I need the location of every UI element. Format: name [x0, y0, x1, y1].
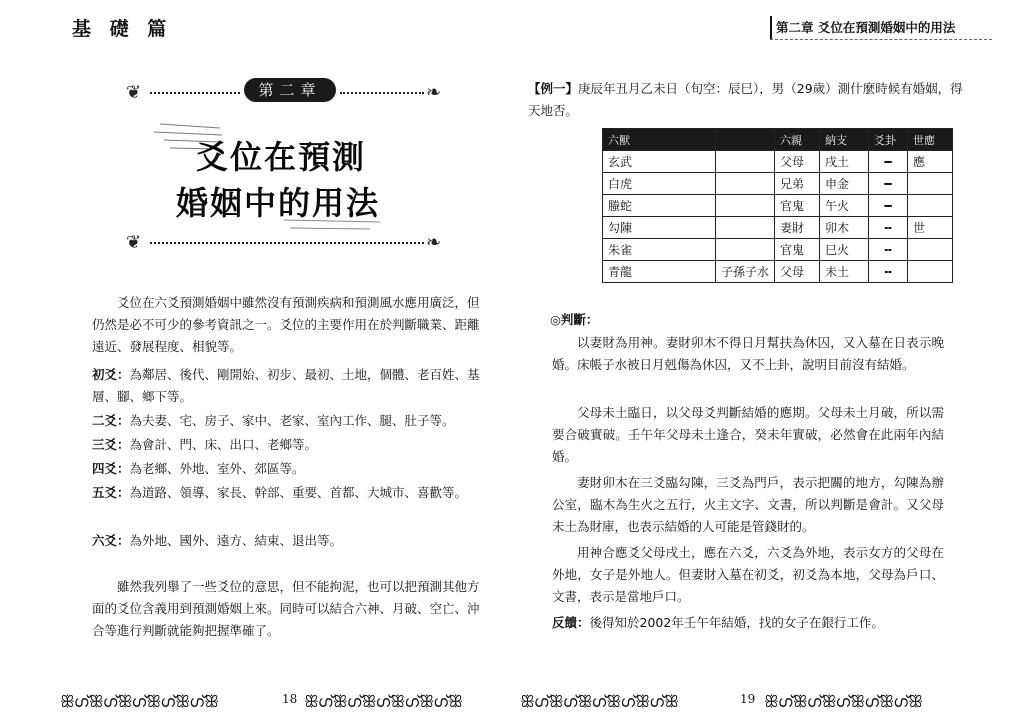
- table-cell: 兄弟: [775, 173, 820, 195]
- yao-term: 三爻：: [92, 437, 130, 452]
- table-cell: 巳火: [820, 239, 869, 261]
- table-cell: 青龍: [603, 261, 716, 283]
- footer-ornament: ꕥഗ്ꕥഗ്ꕥഗ്ꕥഗ്ꕥഗ്ꕥ: [304, 692, 463, 711]
- yao-term: 五爻：: [92, 485, 130, 500]
- table-cell: 官鬼: [775, 239, 820, 261]
- table-row: [603, 261, 953, 283]
- yao-text: 為會計、門、床、出口、老鄉等。: [129, 437, 318, 452]
- fleur-right-top-icon: ❧: [426, 82, 442, 103]
- table-cell: [716, 151, 775, 173]
- fleur-left-bottom-icon: ❦: [126, 232, 142, 253]
- example-text: 庚辰年丑月乙未日（旬空：辰巳），男（29歲）測什麼時候有婚姻，得天地否。: [528, 81, 963, 118]
- judgement-paragraph: 以妻財為用神。妻財卯木不得日月幫扶為休囚，又入墓在日表示晚婚。床帳子水被日月剋傷為休囚，又不上卦，說明目前沒有結婚。: [552, 335, 944, 372]
- table-header: 六親: [775, 129, 820, 151]
- table-cell: 父母: [775, 151, 820, 173]
- example-label: 【例一】: [528, 81, 579, 96]
- yao-text: 為老鄉、外地、室外、郊區等。: [129, 461, 305, 476]
- table-cell: [716, 195, 775, 217]
- table-cell: [908, 173, 953, 195]
- page-number: 18: [282, 692, 298, 706]
- chapter-title-line2: 婚姻中的用法: [176, 184, 381, 222]
- table-cell: 子孫子水: [716, 261, 775, 283]
- yao-line: ━: [869, 173, 908, 195]
- yao-line: ╍: [869, 217, 908, 239]
- table-cell: 螣蛇: [603, 195, 716, 217]
- yao-line: ━: [869, 151, 908, 173]
- table-cell: 未土: [820, 261, 869, 283]
- table-cell: 玄武: [603, 151, 716, 173]
- table-row: [603, 195, 953, 217]
- yao-line: ━: [869, 195, 908, 217]
- yao-line: ╍: [869, 261, 908, 283]
- chapter-badge: 第二章: [244, 78, 336, 102]
- table-row: [603, 151, 953, 173]
- table-cell: 父母: [775, 261, 820, 283]
- yao-term: 六爻：: [92, 533, 130, 548]
- table-cell: [908, 195, 953, 217]
- table-cell: [716, 173, 775, 195]
- closing-paragraph: 雖然我列舉了一些爻位的意思，但不能拘泥，也可以把預測其他方面的爻位含義用到預測婚姻上來。同時可以結合六神、月破、空亡、沖合等進行判斷就能夠把握準確了。: [92, 579, 480, 638]
- table-header: 納支: [820, 129, 869, 151]
- table-cell: 白虎: [603, 173, 716, 195]
- yao-text: 為外地、國外、遠方、結束、退出等。: [129, 533, 343, 548]
- table-header: 爻卦: [869, 129, 908, 151]
- table-cell: 官鬼: [775, 195, 820, 217]
- table-cell: 午火: [820, 195, 869, 217]
- table-cell: [908, 261, 953, 283]
- table-cell: 卯木: [820, 217, 869, 239]
- judgement-paragraph: 父母未土臨日，以父母爻判斷結婚的應期。父母未土月破，所以需要合破實破。壬午年父母未土逢合，癸未年實破，必然會在此兩年內結婚。: [552, 405, 944, 464]
- table-header: [716, 129, 775, 151]
- table-row: [603, 239, 953, 261]
- running-head: 第二章 爻位在預測婚姻中的用法: [770, 16, 992, 40]
- judgement-paragraph: 妻財卯木在三爻臨勾陳，三爻為門戶，表示把關的地方，勾陳為辦公室，臨木為生火之五行，火主文字、文書，所以判斷是會計。又父母未土為財庫，也表示結婚的人可能是管錢財的。: [552, 475, 944, 534]
- example-heading: [528, 78, 968, 122]
- chapter-title-line1: 爻位在預測: [196, 138, 367, 176]
- feedback-text: 後得知於2002年壬午年結婚，找的女子在銀行工作。: [589, 615, 884, 630]
- judgement-paragraph: 用神合應爻父母戌土，應在六爻，六爻為外地，表示女方的父母在外地，女子是外地人。但妻財入墓在初爻，初爻為本地，父母為戶口、文書，表示是當地戶口。: [552, 545, 944, 604]
- fleur-left-top-icon: ❦: [126, 82, 142, 103]
- yao-term: 初爻：: [92, 367, 130, 382]
- footer-ornament: ꕥഗ്ꕥഗ്ꕥഗ്ꕥഗ്ꕥഗ്ꕥ: [60, 692, 219, 711]
- series-label: 基 礎 篇: [72, 18, 173, 40]
- page-number: 19: [740, 692, 756, 706]
- table-row: [603, 173, 953, 195]
- footer-ornament: ꕥഗ്ꕥഗ്ꕥഗ്ꕥഗ്ꕥഗ്ꕥ: [764, 692, 923, 711]
- table-cell: 應: [908, 151, 953, 173]
- table-cell: [716, 239, 775, 261]
- table-cell: 申金: [820, 173, 869, 195]
- yao-text: 為夫妻、宅、房子、家中、老家、室內工作、腿、肚子等。: [129, 413, 455, 428]
- yao-text: 為道路、領導、家長、幹部、重要、首都、大城市、喜歡等。: [129, 485, 468, 500]
- table-cell: [908, 239, 953, 261]
- table-cell: 妻財: [775, 217, 820, 239]
- yao-line: ╍: [869, 239, 908, 261]
- yao-text: 為鄰居、後代、剛開始、初步、最初、土地，個體、老百姓、基層、腳、鄉下等。: [92, 367, 480, 404]
- table-cell: [716, 217, 775, 239]
- judgement-label: ◎判斷：: [550, 312, 599, 327]
- table-row: [603, 217, 953, 239]
- table-header: 六獸: [603, 129, 716, 151]
- table-header: 世應: [908, 129, 953, 151]
- yao-term: 四爻：: [92, 461, 130, 476]
- table-header-row: [603, 129, 953, 151]
- yao-term: 二爻：: [92, 413, 130, 428]
- intro-paragraph: 爻位在六爻預測婚姻中雖然沒有預測疾病和預測風水應用廣泛，但仍然是必不可少的參考資訊之一。爻位的主要作用在於判斷職業、距離遠近、發展程度、相貌等。: [92, 295, 480, 354]
- table-cell: 戌土: [820, 151, 869, 173]
- hexagram-table: [602, 128, 953, 283]
- table-cell: 世: [908, 217, 953, 239]
- footer-ornament: ꕥഗ്ꕥഗ്ꕥഗ്ꕥഗ്ꕥഗ്ꕥ: [520, 692, 679, 711]
- feedback: [552, 612, 944, 634]
- table-cell: 朱雀: [603, 239, 716, 261]
- table-cell: 勾陳: [603, 217, 716, 239]
- fleur-right-bottom-icon: ❧: [426, 232, 442, 253]
- feedback-label: 反饋：: [552, 615, 590, 630]
